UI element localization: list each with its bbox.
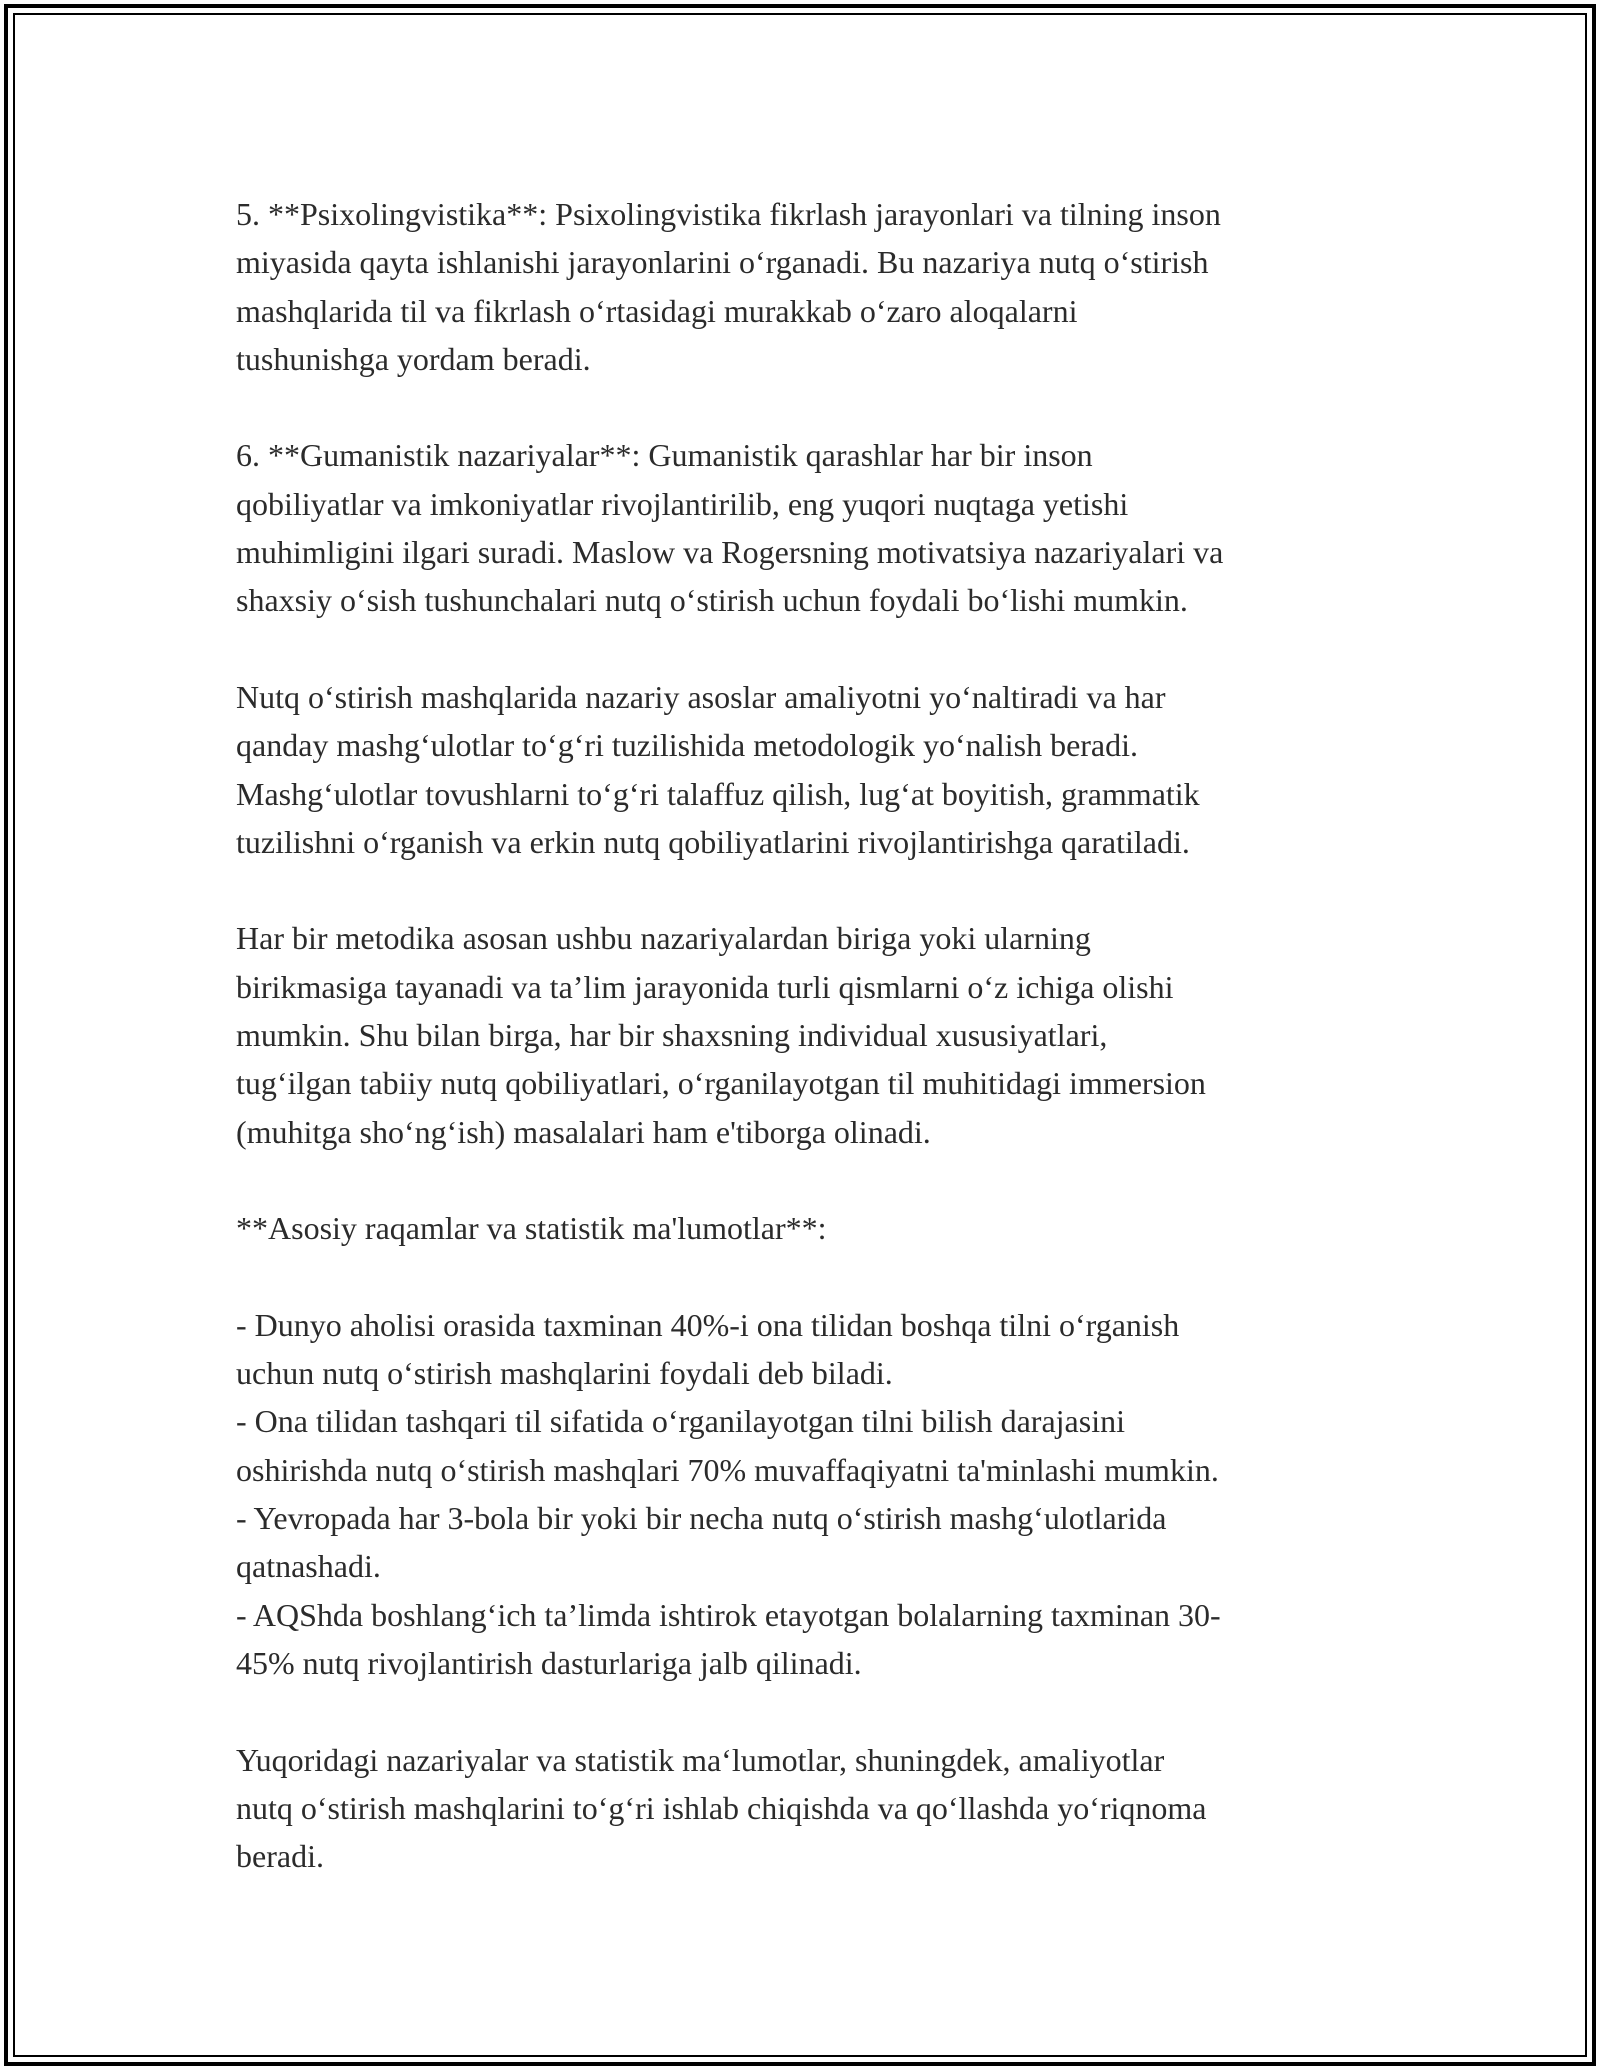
statistics-list: - Dunyo aholisi orasida taxminan 40%-i ona tilidan boshqa tilni o‘rganish uchun nutq o‘stirish mashqlarini foydali deb biladi. - Ona tilidan tashqari til sifatida o‘rganilayotgan tilni bilish darajasini oshirishda nutq o‘stirish mashqlari 70% muvaffaqiyatni ta'minlashi mumkin. - Yevropada har 3-bola bir yoki bir necha nutq o‘stirish mashg‘ulotlarida qatnashadi. - AQShda boshlang‘ich ta’limda ishtirok etayotgan bolalarning taxminan 30- 45% nutq rivojlantirish dasturlariga jalb qilinadi. bbox=[236, 1306, 1221, 1681]
paragraph-psixolingvistika: 5. **Psixolingvistika**: Psixolingvistika fikrlash jarayonlari va tilning inson miyasida qayta ishlanishi jarayonlarini o‘rganadi. Bu nazariya nutq o‘stirish mashqlarida til va fikrlash o‘rtasidagi murakkab o‘zaro aloqalarni tushunishga yordam beradi. bbox=[236, 196, 1221, 377]
document-body bbox=[236, 190, 1376, 1880]
paragraph-conclusion: Yuqoridagi nazariyalar va statistik ma‘lumotlar, shuningdek, amaliyotlar nutq o‘stirish mashqlarini to‘g‘ri ishlab chiqishda va qo‘llashda yo‘riqnoma beradi. bbox=[236, 1741, 1207, 1875]
section-heading-statistics: **Asosiy raqamlar va statistik ma'lumotlar**: bbox=[236, 1210, 827, 1247]
paragraph-gumanistik-nazariyalar: 6. **Gumanistik nazariyalar**: Gumanistik qarashlar har bir inson qobiliyatlar va imkoniyatlar rivojlantirilib, eng yuqori nuqtaga yetishi muhimligini ilgari suradi. Maslow va Rogersning motivatsiya nazariyalari va shaxsiy o‘sish tushunchalari nutq o‘stirish uchun foydali bo‘lishi mumkin. bbox=[236, 437, 1224, 619]
paragraph-metodika: Har bir metodika asosan ushbu nazariyalardan biriga yoki ularning birikmasiga tayanadi va ta’lim jarayonida turli qismlarni o‘z ichiga olishi mumkin. Shu bilan birga, har bir shaxsning individual xususiyatlari, tug‘ilgan tabiiy nutq qobiliyatlari, o‘rganilayotgan til muhitidagi immersion (muhitga sho‘ng‘ish) masalalari ham e'tiborga olinadi. bbox=[236, 920, 1206, 1150]
paragraph-nazariy-asoslar: Nutq o‘stirish mashqlarida nazariy asoslar amaliyotni yo‘naltiradi va har qanday mashg‘ulotlar to‘g‘ri tuzilishida metodologik yo‘nalish beradi. Mashg‘ulotlar tovushlarni to‘g‘ri talaffuz qilish, lug‘at boyitish, grammatik tuzilishni o‘rganish va erkin nutq qobiliyatlarini rivojlantirishga qaratiladi. bbox=[236, 678, 1200, 860]
